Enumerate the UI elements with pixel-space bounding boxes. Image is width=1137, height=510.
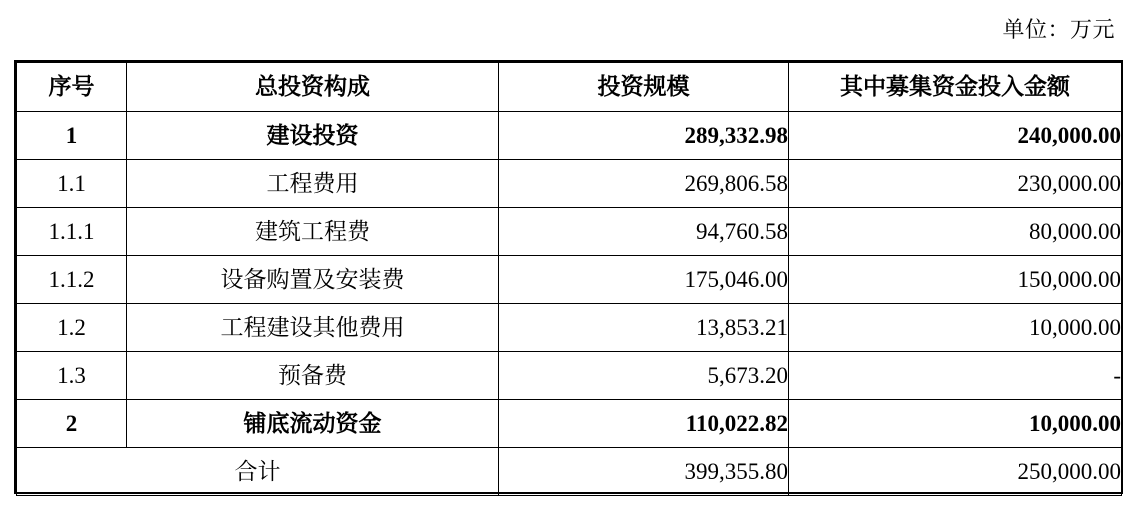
table-body [17,112,1122,496]
cell-scale: 110,022.82 [499,400,789,448]
cell-total-raised: 250,000.00 [789,448,1122,496]
cell-item: 建设投资 [127,112,499,160]
cell-item: 铺底流动资金 [127,400,499,448]
table-row [17,208,1122,256]
table-header [17,63,1122,112]
cell-item: 预备费 [127,352,499,400]
cell-no: 1.2 [17,304,127,352]
cell-raised: 10,000.00 [789,304,1122,352]
cell-scale: 5,673.20 [499,352,789,400]
investment-table-container [16,62,1121,496]
cell-item: 设备购置及安装费 [127,256,499,304]
header-cell-item: 总投资构成 [127,63,499,112]
cell-total-scale: 399,355.80 [499,448,789,496]
cell-total-label: 合计 [17,448,499,496]
cell-raised: 10,000.00 [789,400,1122,448]
cell-raised: - [789,352,1122,400]
cell-scale: 269,806.58 [499,160,789,208]
table-row [17,304,1122,352]
cell-item: 建筑工程费 [127,208,499,256]
cell-no: 1.3 [17,352,127,400]
cell-no: 1.1.2 [17,256,127,304]
table-total-row [17,448,1122,496]
cell-scale: 175,046.00 [499,256,789,304]
cell-item: 工程费用 [127,160,499,208]
cell-item: 工程建设其他费用 [127,304,499,352]
table-row [17,352,1122,400]
unit-note: 单位：万元 [1002,17,1115,42]
cell-no: 1.1 [17,160,127,208]
cell-scale: 13,853.21 [499,304,789,352]
table-row [17,400,1122,448]
cell-scale: 289,332.98 [499,112,789,160]
table-header-row [17,63,1122,112]
cell-no: 2 [17,400,127,448]
table-row [17,160,1122,208]
cell-no: 1 [17,112,127,160]
cell-raised: 230,000.00 [789,160,1122,208]
table-row [17,112,1122,160]
cell-scale: 94,760.58 [499,208,789,256]
cell-raised: 80,000.00 [789,208,1122,256]
header-cell-scale: 投资规模 [499,63,789,112]
cell-raised: 150,000.00 [789,256,1122,304]
cell-raised: 240,000.00 [789,112,1122,160]
header-cell-raised: 其中募集资金投入金额 [789,63,1122,112]
table-row [17,256,1122,304]
header-cell-no: 序号 [17,63,127,112]
cell-no: 1.1.1 [17,208,127,256]
investment-composition-table [16,62,1122,496]
